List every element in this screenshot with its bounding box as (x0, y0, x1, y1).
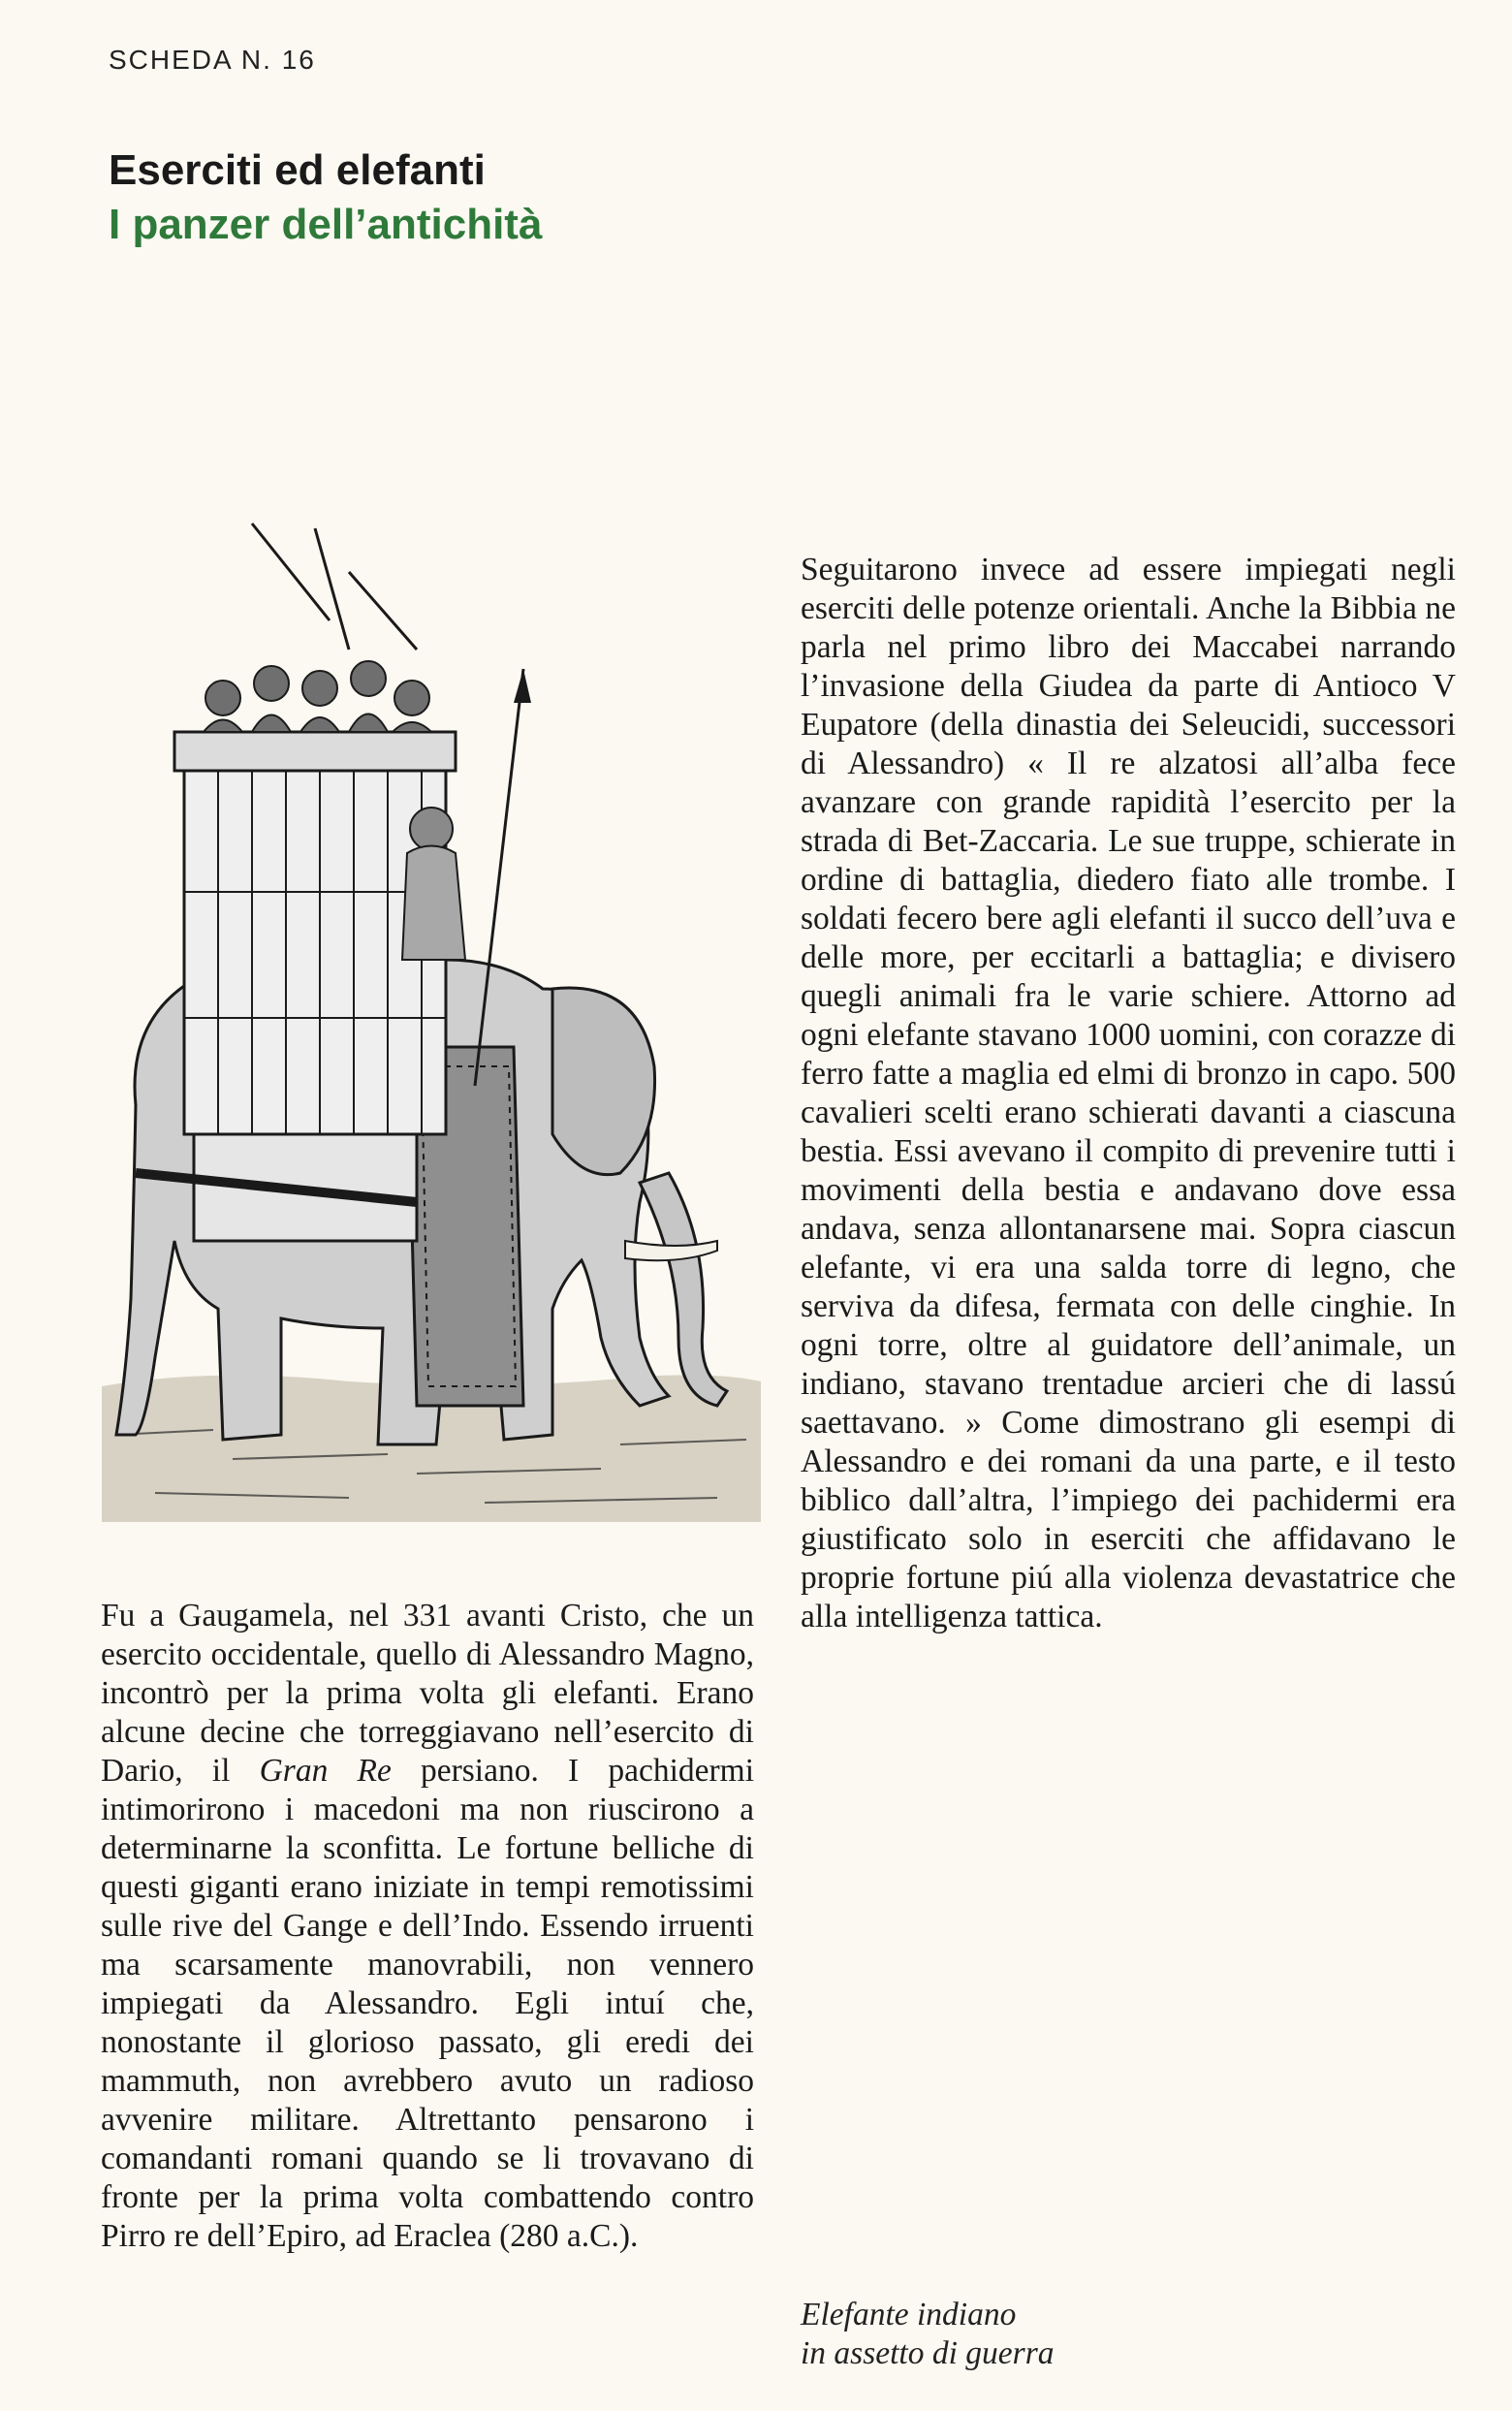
war-elephant-icon (97, 504, 766, 1522)
illustration-caption: Elefante indiano in assetto di guerra (801, 2297, 1055, 2371)
left-text-part-2: persiano. I pachidermi intimorirono i macedoni ma non riuscirono a determinarne la sconfitta. Le fortune belliche di questi giganti erano iniziate in tempi remotissimi sulle rive del Gange e dell’Indo. Essendo irruenti ma scarsamente manovrabili, non vennero impiegati da Alessandro. Egli intuí che, nonostante il glorioso passato, gli eredi dei mammuth, non avrebbero avuto un radioso avvenire militare. Altrettanto pensarono i comandanti romani quando se li trovavano di fronte per la prima volta combattendo contro Pirro re dell’Epiro, ad Eraclea (280 a.C.). (101, 1753, 755, 2254)
sheet-number: SCHEDA N. 16 (109, 45, 316, 75)
left-column-text (101, 1597, 754, 2256)
right-column-text: Seguitarono invece ad essere impiegati negli eserciti delle potenze orientali. Anche la Bibbia ne parla nel primo libro dei Maccabei narrando l’invasione della Giudea da parte di Antioco V Eupatore (della dinastia dei Seleucidi, successori di Alessandro) « Il re alzatosi all’alba fece avanzare con grande rapidità l’esercito per la strada di Bet-Zaccaria. Le sue truppe, schierate in ordine di battaglia, diedero fiato alle trombe. I soldati fecero bere agli elefanti il succo dell’uva e delle more, per eccitarli a battaglia; e divisero quegli animali fra le varie schiere. Attorno ad ogni elefante stavano 1000 uomini, con corazze di ferro fatte a maglia ed elmi di bronzo in capo. 500 cavalieri scelti erano schierati davanti a ciascuna bestia. Essi avevano il compito di prevenire tutti i movimenti della bestia e andavano dove essa andava, senza allontanarsene mai. Sopra ciascun elefante, vi era una salda torre di legno, che serviva da difesa, fermata con delle cinghie. In ogni torre, oltre al guidatore dell’animale, un indiano, stavano trentadue arcieri che di lassú saettavano. » Come dimostrano gli esempi di Alessandro e dei romani da una parte, e il testo biblico dall’altra, l’impiego dei pachidermi era giustificato solo in eserciti che affidavano le proprie fortune piú alla violenza devastatrice che alla intelligenza tattica. (801, 552, 1456, 1634)
page-subtitle: I panzer dell’antichità (109, 201, 543, 248)
left-text-emphasis: Gran Re (259, 1753, 392, 1789)
page-title: Eserciti ed elefanti (109, 146, 486, 194)
left-text-part-1: Fu a Gaugamela, nel 331 avanti Cristo, che un esercito occidentale, quello di Alessandro Magno, incontrò per la prima volta gli elefanti. Erano alcune decine che torreggiavano nell’esercito di Dario, il (101, 1598, 754, 1789)
